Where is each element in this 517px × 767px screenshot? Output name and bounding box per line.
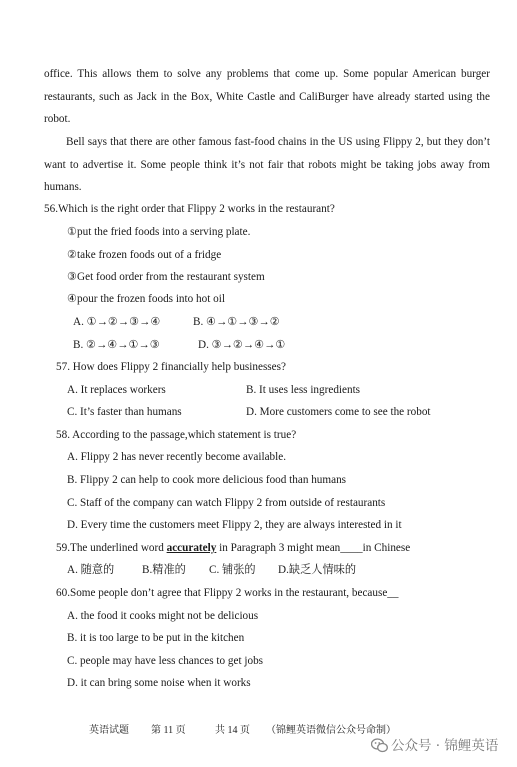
question-59-option-d: D.缺乏人情味的 — [278, 564, 357, 576]
watermark-text: 公众号 · 锦鲤英语 — [391, 738, 499, 754]
passage-paragraph-1 — [44, 63, 490, 131]
question-60-option-a: A. the food it cooks might not be delicious — [67, 610, 259, 622]
question-58-stem: 58. According to the passage,which statement is true? — [56, 429, 297, 441]
watermark — [371, 734, 498, 757]
question-60-stem: 60.Some people don’t agree that Flippy 2 works in the restaurant, because__ — [56, 587, 399, 599]
passage-line: Bell says that there are other famous fast-food chains in the US using Flippy 2, but they — [66, 136, 464, 148]
question-57-option-a: A. It replaces workers — [67, 384, 166, 396]
question-58-option-c: C. Staff of the company can watch Flippy 2 from outside of restaurants — [67, 497, 386, 509]
question-56-option-b: B. ④→①→③→② — [193, 316, 280, 328]
question-60-option-c: C. people may have less chances to get jobs — [67, 655, 264, 667]
question-60-option-b: B. it is too large to be put in the kitchen — [67, 632, 245, 644]
passage-line: robot. — [44, 113, 71, 126]
footer-total-pages: 共 14 页 — [215, 725, 250, 736]
question-56-stem: 56.Which is the right order that Flippy 2 works in the restaurant? — [44, 203, 335, 215]
footer-page-number: 第 11 页 — [151, 725, 186, 736]
question-59-stem-end: in Paragraph 3 might mean____in Chinese — [216, 542, 411, 554]
question-56-step: ③Get food order from the restaurant system — [67, 271, 265, 283]
question-57-option-d: D. More customers come to see the robot — [246, 406, 431, 418]
question-59-stem — [56, 541, 410, 555]
question-56-step: ④pour the frozen foods into hot oil — [67, 293, 225, 305]
question-56-option-c: B. ②→④→①→③ — [73, 339, 160, 351]
question-56-step: ②take frozen foods out of a fridge — [67, 249, 222, 261]
passage-line: don’t want to advertise it. Some people think it’s not fair that robots might be taking jobs away — [44, 136, 491, 171]
question-56-option-d: D. ③→②→④→① — [198, 339, 286, 351]
question-59-option-b: B.精准的 — [142, 564, 186, 576]
wechat-icon — [371, 738, 388, 757]
footer-subject: 英语试题 — [89, 725, 129, 736]
passage-paragraph-2 — [44, 131, 490, 199]
question-56-step: ①put the fried foods into a serving plate. — [67, 226, 251, 238]
question-58-option-d: D. Every time the customers meet Flippy 2, they are always interested in it — [67, 519, 402, 531]
footer-note: （锦鲤英语微信公众号命制） — [266, 725, 396, 736]
question-57-option-c: C. It’s faster than humans — [67, 406, 182, 418]
question-57-option-b: B. It uses less ingredients — [246, 384, 361, 396]
underlined-word: accurately — [166, 542, 217, 554]
question-56-option-a: A. ①→②→③→④ — [73, 316, 161, 328]
question-59-option-c: C. 铺张的 — [209, 564, 256, 576]
question-59-stem-start: 59.The underlined word — [56, 542, 167, 554]
question-58-option-b: B. Flippy 2 can help to cook more delicious food than humans — [67, 474, 347, 486]
question-60-option-d: D. it can bring some noise when it works — [67, 677, 251, 689]
passage-line: office. This allows them to solve any problems that come up. Some popular American burger — [44, 68, 490, 80]
passage-line: from humans. — [44, 158, 491, 194]
passage-line: restaurants, such as Jack in the Box, White Castle and CaliBurger have already started using the — [44, 90, 490, 103]
question-59-option-a: A. 随意的 — [67, 564, 115, 576]
question-57-stem: 57. How does Flippy 2 financially help businesses? — [56, 361, 286, 373]
question-58-option-a: A. Flippy 2 has never recently become available. — [67, 451, 287, 463]
